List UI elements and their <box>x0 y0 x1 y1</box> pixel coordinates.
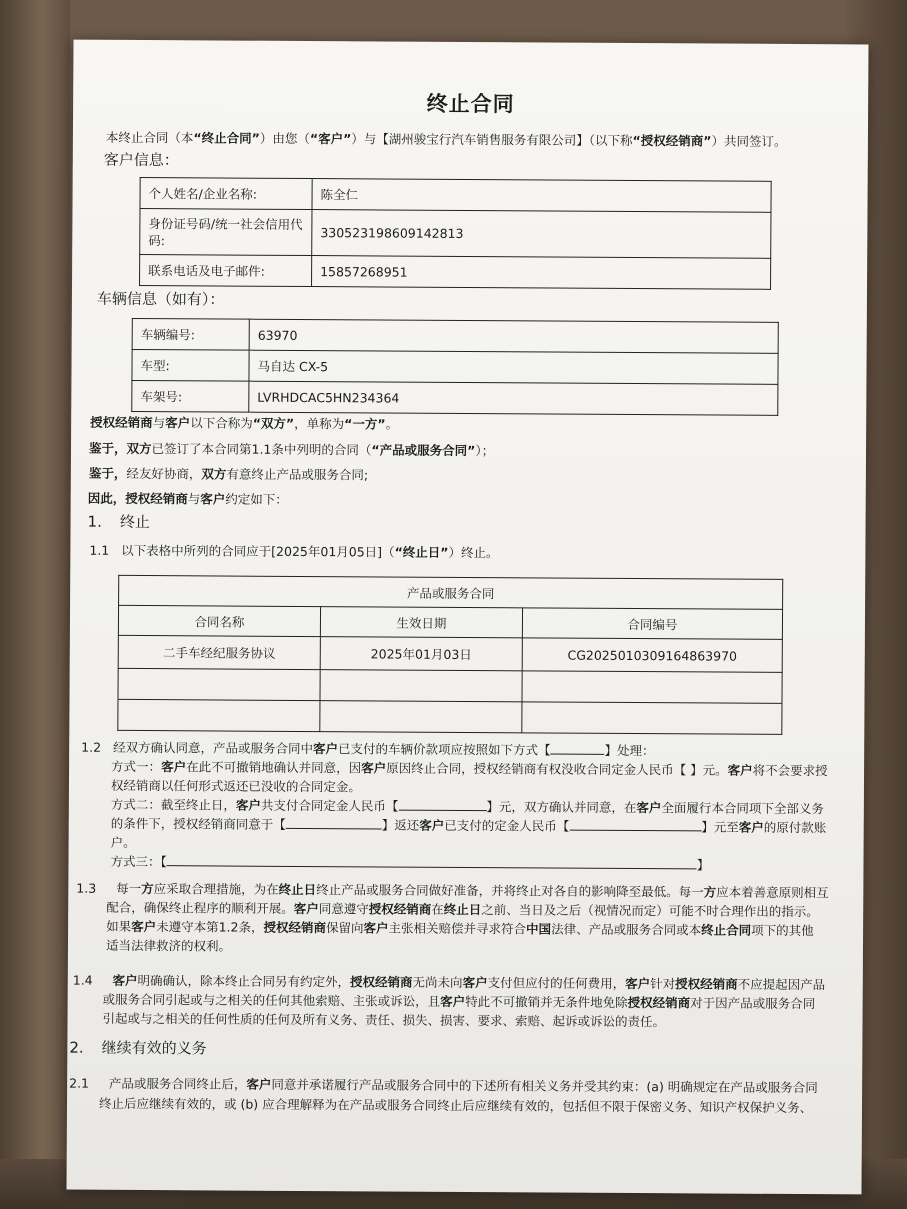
table-row <box>118 699 782 734</box>
clause-1-2-method-1-line-1: 方式一：客户在此不可撤销地确认并同意，因客户原因终止合同，授权经销商有权没收合同定金人民币【 】元。客户将不会要求授 <box>111 758 828 779</box>
contract-name-cell: 二手车经纪服务协议 <box>118 635 320 669</box>
clause-1-3-line-4: 适当法律救济的权利。 <box>105 937 232 954</box>
customer-info-table <box>139 177 772 290</box>
intro-paragraph: 本终止合同（本“终止合同”）由您（“客户”）与【湖州骏宝行汽车销售服务有限公司】（以下称“授权经销商”）共同签订。 <box>105 129 787 149</box>
clause-1-2-method-1-line-2: 权经销商以任何形式返还已没收的合同定金。 <box>110 777 362 795</box>
vehicle-value: LVRHDCAC5HN234364 <box>249 381 778 415</box>
clause-1-2-intro: 1.2 经双方确认同意，产品或服务合同中客户已支付的车辆价款项应按照如下方式【 】处理： <box>81 739 655 759</box>
vehicle-label: 车架号: <box>132 380 249 412</box>
header-contract-number: 合同编号 <box>522 608 782 640</box>
contract-name-cell <box>118 668 320 700</box>
customer-row <box>140 208 771 258</box>
customer-row <box>140 177 771 212</box>
document-title: 终止合同 <box>426 91 515 117</box>
clause-1-2-method-2-line-3: 户。 <box>110 834 136 850</box>
clause-1-3-line-2: 配合，确保终止程序的顺利开展。客户同意遵守授权经销商在终止日之前、当日及之后（视情况而定）可能不时合理作出的指示。 <box>106 899 819 920</box>
clause-2-1-line-2: 终止后应继续有效的，或 (b) 应合理解释为在产品或服务合同终止后应继续有效的，包括但不限于保密义务、知识产权保护义务、 <box>98 1095 813 1116</box>
contract-name-cell <box>118 699 320 731</box>
vehicle-label: 车辆编号: <box>132 318 249 350</box>
recital-parties: 授权经销商与客户以下合称为“双方”，单称为“一方”。 <box>90 414 399 432</box>
section-1-heading: 1. 终止 <box>87 512 150 532</box>
contract-number-cell <box>522 702 782 735</box>
customer-value: 330523198609142813 <box>312 210 771 259</box>
vehicle-label: 车型: <box>132 349 249 381</box>
contract-number-cell: CG20250103091648639​70 <box>522 638 782 673</box>
effective-date-cell <box>320 701 522 733</box>
contract-table-caption-row <box>119 575 783 609</box>
recital-therefore: 因此，授权经销商与客户约定如下： <box>87 490 288 507</box>
effective-date-cell <box>320 670 522 702</box>
clause-1-3-line-3: 如果客户未遵守本第1.2条，授权经销商保留向客户主张相关赔偿并寻求符合中国法律、产品或服务合同或本终止合同项下的其他 <box>106 918 814 939</box>
clause-1-2-method-2-line-1: 方式二：截至终止日，客户共支付合同定金人民币【 】元，双方确认并同意，在客户全面履行本合同项下全部义务 <box>110 796 824 817</box>
section-2-heading: 2. 继续有效的义务 <box>69 1038 207 1058</box>
effective-date-cell: 2025年01月03日 <box>320 637 522 671</box>
vehicle-row <box>132 380 778 415</box>
customer-value: 陈全仁 <box>312 179 771 213</box>
recital-whereas-2: 鉴于，经友好协商，双方有意终止产品或服务合同; <box>88 465 369 483</box>
clause-1-3-line-1: 1.3 每一方应采取合理措施，为在终止日终止产品或服务合同做好准备，并将终止对各自的影响降至最低。每一方应本着善意原则相互 <box>76 880 829 901</box>
vehicle-row <box>132 349 778 384</box>
clause-1-2-method-3: 方式三：【 】 <box>110 853 710 873</box>
clause-1-4-line-1: 1.4 客户明确确认，除本终止合同另有约定外，授权经销商无尚未向客户支付但应付的任何费用，客户针对授权经销商不应提起因产品 <box>72 972 826 993</box>
contract-table-caption: 产品或服务合同 <box>119 575 783 609</box>
vehicle-info-heading: 车辆信息（如有）： <box>96 289 225 309</box>
vehicle-value: 63970 <box>249 319 778 353</box>
vehicle-value: 马自达 CX-5 <box>249 350 778 384</box>
document-page <box>66 40 868 1195</box>
customer-info-heading: 客户信息： <box>103 150 179 170</box>
customer-label: 联系电话及电子邮件: <box>140 254 312 286</box>
recital-whereas-1: 鉴于，双方已签订了本合同第1.1条中列明的合同（“产品或服务合同”）； <box>88 440 495 459</box>
contract-table-header-row <box>118 605 782 639</box>
customer-label: 个人姓名/企业名称: <box>140 177 312 209</box>
header-effective-date: 生效日期 <box>320 607 522 638</box>
clause-1-4-line-2: 或服务合同引起或与之相关的任何其他索赔、主张或诉讼，且客户特此不可撤销并无条件地免除授权经销商对于因产品或服务合同 <box>102 991 816 1012</box>
customer-value: 15857268951 <box>312 256 771 290</box>
clause-1-4-line-3: 引起或与之相关的任何性质的任何及所有义务、责任、损失、损害、要求、索赔、起诉或诉讼的责任。 <box>102 1010 666 1030</box>
table-row <box>118 668 782 703</box>
vehicle-info-table <box>131 318 779 416</box>
header-contract-name: 合同名称 <box>118 605 320 636</box>
clause-2-1-line-1: 2.1 产品或服务合同终止后，客户同意并承诺履行产品或服务合同中的下述所有相关义务并受其约束：(a) 明确规定在产品或服务合同 <box>69 1075 818 1096</box>
desk-surface-left <box>0 0 70 1209</box>
customer-label: 身份证号码/统一社会信用代码: <box>140 208 312 255</box>
contract-number-cell <box>522 671 782 704</box>
clause-1-2-method-2-line-2: 的条件下，授权经销商同意于【 】返还客户已支付的定金人民币【 】元至客户的原付款账 <box>110 815 827 836</box>
table-row <box>118 635 782 672</box>
clause-1-1: 1.1 以下表格中所列的合同应于[2025年01月05日]（“终止日”）终止。 <box>89 542 499 561</box>
customer-row <box>140 254 771 289</box>
vehicle-row <box>132 318 778 353</box>
contract-table <box>117 575 783 735</box>
